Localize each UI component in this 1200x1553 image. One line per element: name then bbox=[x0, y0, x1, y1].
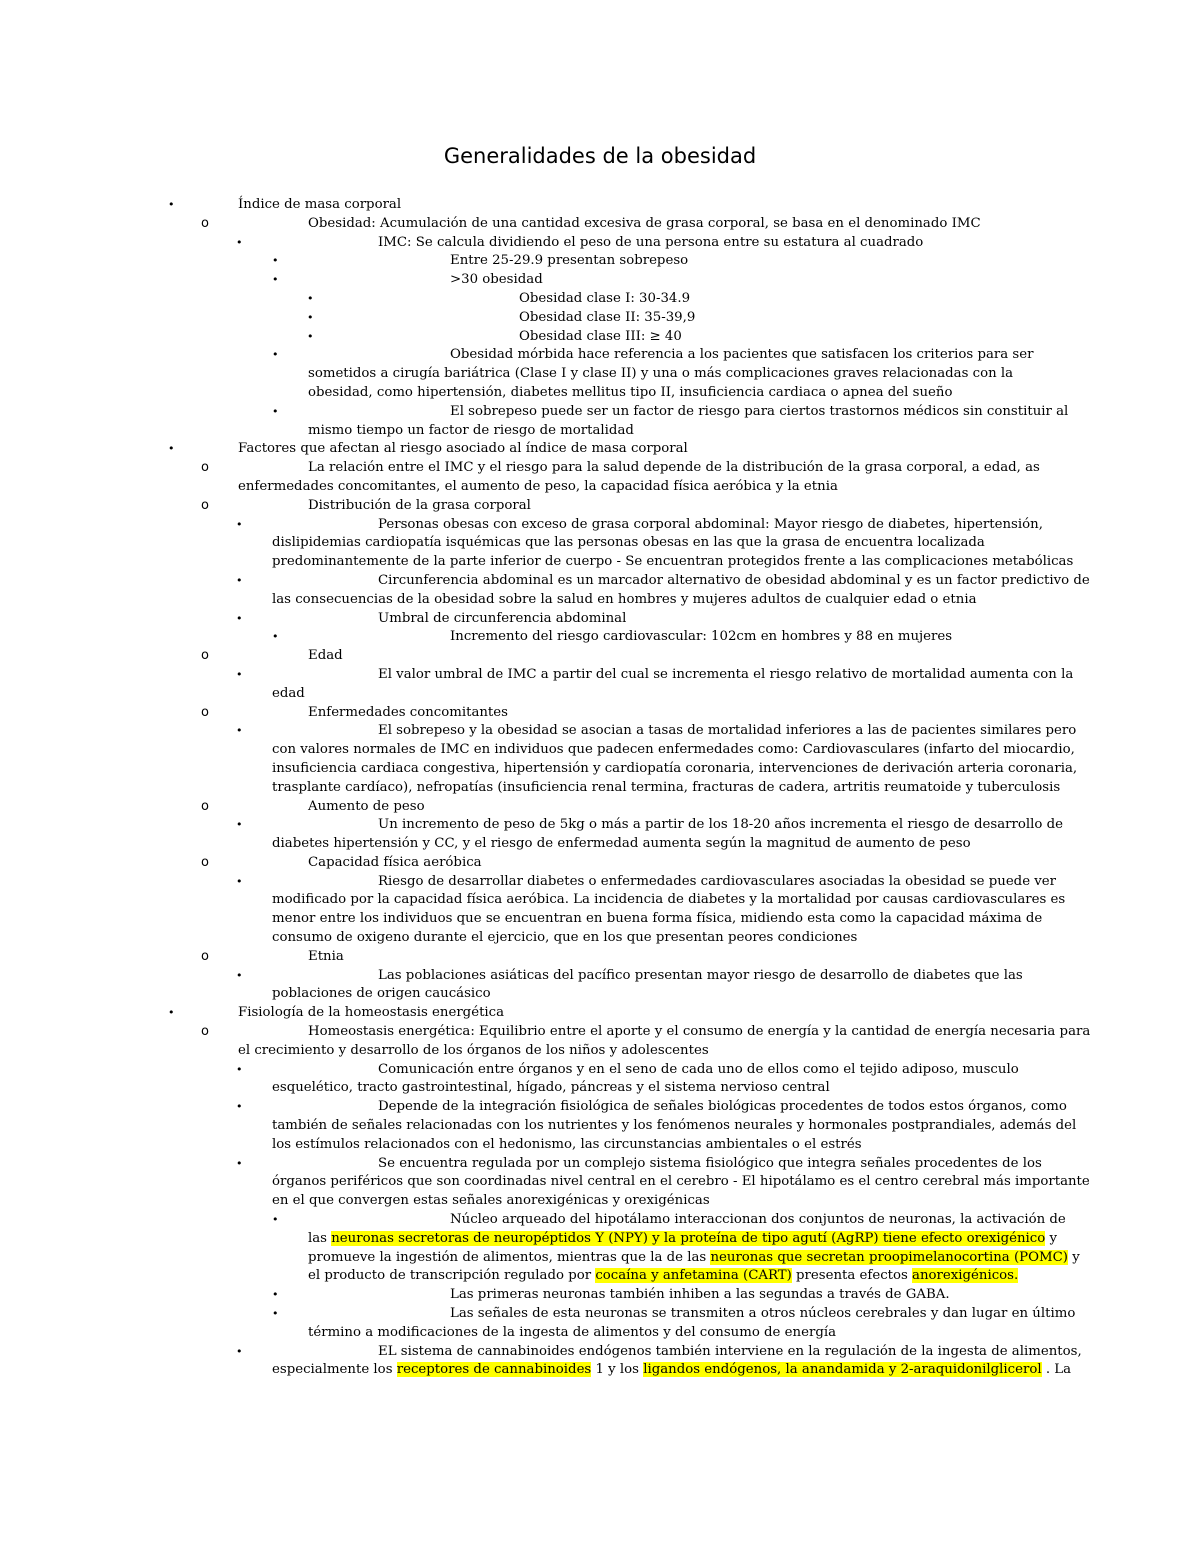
text-line: La relación entre el IMC y el riesgo para la salud depende de la distribución de la grasa corporal, a edad, as bbox=[308, 460, 1040, 476]
list-item-text bbox=[0, 704, 1200, 723]
circle-bullet-icon: o bbox=[201, 1024, 209, 1040]
bullet-icon: • bbox=[272, 1213, 279, 1227]
list-item-text bbox=[0, 647, 1200, 666]
list-item bbox=[0, 1211, 1200, 1286]
bullet-icon: • bbox=[236, 874, 243, 888]
text-line: Las primeras neuronas también inhiben a las segundas a través de GABA. bbox=[450, 1287, 950, 1303]
list-item bbox=[0, 666, 1200, 704]
list-item bbox=[0, 459, 1200, 497]
list-item-text bbox=[0, 948, 1200, 967]
circle-bullet-icon: o bbox=[201, 854, 209, 870]
list-item bbox=[0, 440, 1200, 459]
bullet-icon: • bbox=[272, 630, 279, 644]
circle-bullet-icon: o bbox=[201, 648, 209, 664]
bullet-icon: • bbox=[236, 968, 243, 982]
list-item-text bbox=[0, 290, 1200, 309]
text-line: Riesgo de desarrollar diabetes o enfermedades cardiovasculares asociadas la obesidad se puede ver bbox=[378, 873, 1057, 889]
text-line: Obesidad: Acumulación de una cantidad excesiva de grasa corporal, se basa en el denominado IMC bbox=[308, 215, 981, 231]
text-line: Depende de la integración fisiológica de señales biológicas procedentes de todos estos órganos, como bbox=[378, 1099, 1067, 1115]
list-item-text bbox=[0, 1023, 1200, 1061]
text-segment: presenta efectos bbox=[791, 1268, 913, 1284]
list-item-text bbox=[0, 309, 1200, 328]
bullet-icon: • bbox=[236, 1062, 243, 1076]
bullet-icon: • bbox=[236, 1344, 243, 1358]
bullet-icon: • bbox=[236, 611, 243, 625]
text-segment: especialmente los bbox=[272, 1362, 397, 1378]
list-item-text bbox=[0, 1155, 1200, 1211]
text-line: Personas obesas con exceso de grasa corporal abdominal: Mayor riesgo de diabetes, hipertensión, bbox=[378, 516, 1043, 532]
text-line bbox=[308, 1249, 1200, 1268]
text-line: Un incremento de peso de 5kg o más a partir de los 18-20 años incrementa el riesgo de desarrollo de bbox=[378, 817, 1063, 833]
bullet-icon: • bbox=[168, 1006, 175, 1020]
text-segment: las bbox=[308, 1230, 332, 1246]
text-line: en el que convergen estas señales anorexigénicas y orexigénicas bbox=[272, 1193, 710, 1209]
outline-list bbox=[0, 196, 1200, 1380]
list-item-text bbox=[0, 1004, 1200, 1023]
bullet-icon: • bbox=[236, 235, 243, 249]
list-item bbox=[0, 1023, 1200, 1061]
text-line: esquelético, tracto gastrointestinal, hígado, páncreas y el sistema nervioso central bbox=[272, 1080, 830, 1096]
list-item bbox=[0, 1155, 1200, 1211]
list-item-text bbox=[0, 1286, 1200, 1305]
text-segment: promueve la ingestión de alimentos, mientras que la de las bbox=[308, 1249, 711, 1265]
text-line: Incremento del riesgo cardiovascular: 102cm en hombres y 88 en mujeres bbox=[450, 629, 953, 645]
text-line: sometidos a cirugía bariátrica (Clase I y clase II) y una o más complicaciones graves relacionadas con la bbox=[308, 366, 1014, 382]
bullet-icon: • bbox=[236, 818, 243, 832]
text-segment: . La bbox=[1041, 1362, 1072, 1378]
circle-bullet-icon: o bbox=[201, 460, 209, 476]
list-item bbox=[0, 722, 1200, 797]
highlighted-text: neuronas secretoras de neuropéptidos Y (NPY) y la proteína de tipo agutí (AgRP) tiene efecto orexigénico bbox=[331, 1230, 1046, 1246]
list-item-text bbox=[0, 572, 1200, 610]
list-item bbox=[0, 1305, 1200, 1343]
bullet-icon: • bbox=[307, 310, 314, 324]
list-item bbox=[0, 215, 1200, 234]
list-item-text bbox=[0, 196, 1200, 215]
list-item-text bbox=[0, 1061, 1200, 1099]
list-item-text bbox=[0, 628, 1200, 647]
text-line: El sobrepeso puede ser un factor de riesgo para ciertos trastornos médicos sin constituir al bbox=[450, 403, 1069, 419]
bullet-icon: • bbox=[236, 1156, 243, 1170]
list-item bbox=[0, 516, 1200, 572]
list-item bbox=[0, 798, 1200, 817]
text-line: Factores que afectan al riesgo asociado al índice de masa corporal bbox=[238, 441, 688, 457]
list-item-text bbox=[0, 328, 1200, 347]
list-item-text bbox=[0, 816, 1200, 854]
list-item bbox=[0, 967, 1200, 1005]
text-line: insuficiencia cardiaca congestiva, hipertensión y cardiopatía coronaria, intervenciones de derivación arteria coronaria, bbox=[272, 760, 1078, 776]
list-item-text bbox=[0, 854, 1200, 873]
list-item bbox=[0, 572, 1200, 610]
list-item-text bbox=[0, 497, 1200, 516]
highlighted-text: ligandos endógenos, la anandamida y 2-araquidonilglicerol bbox=[643, 1362, 1042, 1378]
text-line: menor entre los individuos que se encuentran en buena forma física, midiendo esta como la capacidad máxima de bbox=[272, 911, 1043, 927]
list-item bbox=[0, 196, 1200, 215]
text-line bbox=[272, 1361, 1200, 1380]
list-item bbox=[0, 1061, 1200, 1099]
text-line: Circunferencia abdominal es un marcador alternativo de obesidad abdominal y es un factor predictivo de bbox=[378, 572, 1090, 588]
text-line: Fisiología de la homeostasis energética bbox=[238, 1005, 505, 1021]
list-item bbox=[0, 948, 1200, 967]
text-line: Umbral de circunferencia abdominal bbox=[378, 610, 627, 626]
text-line bbox=[308, 1230, 1200, 1249]
list-item-text bbox=[0, 346, 1200, 402]
bullet-icon: • bbox=[272, 1288, 279, 1302]
list-item-text bbox=[0, 666, 1200, 704]
list-item bbox=[0, 1286, 1200, 1305]
text-line: Obesidad mórbida hace referencia a los pacientes que satisfacen los criterios para ser bbox=[450, 347, 1034, 363]
list-item bbox=[0, 873, 1200, 948]
text-line: IMC: Se calcula dividiendo el peso de una persona entre su estatura al cuadrado bbox=[378, 234, 924, 250]
text-segment: y bbox=[1045, 1230, 1058, 1246]
text-segment: Núcleo arqueado del hipotálamo interaccionan dos conjuntos de neuronas, la activación de bbox=[450, 1212, 1066, 1228]
text-line: >30 obesidad bbox=[450, 272, 543, 288]
list-item-text bbox=[0, 798, 1200, 817]
list-item bbox=[0, 309, 1200, 328]
text-segment: EL sistema de cannabinoides endógenos también interviene en la regulación de la ingesta de alimentos, bbox=[378, 1343, 1082, 1359]
text-line: edad bbox=[272, 685, 305, 701]
text-line: Capacidad física aeróbica bbox=[308, 854, 482, 870]
text-line: Obesidad clase I: 30-34.9 bbox=[519, 290, 691, 306]
highlighted-text: neuronas que secretan proopimelanocortina (POMC) bbox=[710, 1249, 1068, 1265]
list-item bbox=[0, 1343, 1200, 1381]
bullet-icon: • bbox=[236, 1100, 243, 1114]
text-line bbox=[308, 1267, 1200, 1286]
text-line: Enfermedades concomitantes bbox=[308, 704, 508, 720]
list-item bbox=[0, 1004, 1200, 1023]
text-line: modificado por la capacidad física aeróbica. La incidencia de diabetes y la mortalidad por causas cardiovasculares es bbox=[272, 892, 1066, 908]
bullet-icon: • bbox=[168, 442, 175, 456]
list-item bbox=[0, 346, 1200, 402]
list-item bbox=[0, 497, 1200, 516]
list-item-text bbox=[0, 722, 1200, 797]
text-line: Distribución de la grasa corporal bbox=[308, 497, 531, 513]
list-item bbox=[0, 252, 1200, 271]
list-item-text bbox=[0, 1305, 1200, 1343]
list-item bbox=[0, 610, 1200, 629]
bullet-icon: • bbox=[168, 198, 175, 211]
highlighted-text: receptores de cannabinoides bbox=[396, 1362, 592, 1378]
text-line: Las poblaciones asiáticas del pacífico presentan mayor riesgo de desarrollo de diabetes que las bbox=[378, 967, 1023, 983]
text-line bbox=[378, 1343, 1200, 1362]
circle-bullet-icon: o bbox=[201, 704, 209, 720]
text-segment: el producto de transcripción regulado por bbox=[308, 1268, 596, 1284]
text-line: el crecimiento y desarrollo de los órganos de los niños y adolescentes bbox=[238, 1042, 709, 1058]
text-line: los estímulos relacionados con el hedonismo, las circunstancias ambientales o el estrés bbox=[272, 1136, 862, 1152]
text-line: diabetes hipertensión y CC, y el riesgo de enfermedad aumenta según la magnitud de aumento de peso bbox=[272, 836, 971, 852]
bullet-icon: • bbox=[272, 1307, 279, 1321]
text-line: órganos periféricos que son coordinadas nivel central en el cerebro - El hipotálamo es el centro cerebral más importante bbox=[272, 1174, 1090, 1190]
list-item-text bbox=[0, 403, 1200, 441]
circle-bullet-icon: o bbox=[201, 215, 209, 231]
bullet-icon: • bbox=[272, 348, 279, 362]
text-line: las consecuencias de la obesidad sobre la salud en hombres y mujeres adultos de cualquier edad o etnia bbox=[272, 591, 977, 607]
bullet-icon: • bbox=[272, 273, 279, 287]
list-item-text bbox=[0, 215, 1200, 234]
bullet-icon: • bbox=[272, 254, 279, 268]
highlighted-text: anorexigénicos. bbox=[912, 1268, 1019, 1284]
bullet-icon: • bbox=[307, 291, 314, 305]
text-line: Obesidad clase III: ≥ 40 bbox=[519, 328, 682, 344]
list-item-text bbox=[0, 252, 1200, 271]
text-line: Se encuentra regulada por un complejo sistema fisiológico que integra señales procedentes de los bbox=[378, 1155, 1042, 1171]
list-item bbox=[0, 290, 1200, 309]
list-item-text bbox=[0, 516, 1200, 572]
list-item-text bbox=[0, 967, 1200, 1005]
text-line: predominantemente de la parte inferior de cuerpo - Se encuentran protegidos frente a las complicaciones metabólicas bbox=[272, 554, 1074, 570]
list-item bbox=[0, 816, 1200, 854]
bullet-icon: • bbox=[272, 404, 279, 418]
list-item bbox=[0, 647, 1200, 666]
list-item-text bbox=[0, 234, 1200, 253]
list-item bbox=[0, 328, 1200, 347]
text-line: Homeostasis energética: Equilibrio entre el aporte y el consumo de energía y la cantidad de energía necesaria para bbox=[308, 1024, 1091, 1040]
text-segment: 1 y los bbox=[591, 1362, 644, 1378]
circle-bullet-icon: o bbox=[201, 497, 209, 513]
list-item-text bbox=[0, 873, 1200, 948]
text-line: Edad bbox=[308, 648, 343, 664]
text-line: enfermedades concomitantes, el aumento de peso, la capacidad física aeróbica y la etnia bbox=[238, 478, 838, 494]
text-segment: y bbox=[1067, 1249, 1080, 1265]
list-item-text bbox=[0, 440, 1200, 459]
text-line: término a modificaciones de la ingesta de alimentos y del consumo de energía bbox=[308, 1324, 837, 1340]
circle-bullet-icon: o bbox=[201, 798, 209, 814]
list-item bbox=[0, 704, 1200, 723]
list-item-text bbox=[0, 1098, 1200, 1154]
text-line: mismo tiempo un factor de riesgo de mortalidad bbox=[308, 422, 634, 438]
text-line: también de señales relacionadas con los nutrientes y los fenómenos neurales y hormonales postprandiales, además del bbox=[272, 1118, 1077, 1134]
text-line: consumo de oxigeno durante el ejercicio, que en los que presentan peores condiciones bbox=[272, 930, 858, 946]
text-line: Etnia bbox=[308, 948, 344, 964]
text-line: Índice de masa corporal bbox=[238, 197, 402, 212]
text-line: poblaciones de origen caucásico bbox=[272, 986, 491, 1002]
text-line bbox=[450, 1211, 1200, 1230]
page-title: Generalidades de la obesidad bbox=[443, 144, 757, 168]
list-item-text bbox=[0, 271, 1200, 290]
text-line: Las señales de esta neuronas se transmiten a otros núcleos cerebrales y dan lugar en último bbox=[450, 1306, 1076, 1322]
list-item-text bbox=[0, 1211, 1200, 1286]
bullet-icon: • bbox=[236, 667, 243, 681]
text-line: con valores normales de IMC en individuos que padecen enfermedades como: Cardiovasculares (infarto del miocardio, bbox=[272, 742, 1075, 758]
text-line: obesidad, como hipertensión, diabetes mellitus tipo II, insuficiencia cardiaca o apnea del sueño bbox=[308, 384, 953, 400]
text-line: Entre 25-29.9 presentan sobrepeso bbox=[450, 253, 689, 269]
list-item-text bbox=[0, 610, 1200, 629]
list-item bbox=[0, 628, 1200, 647]
bullet-icon: • bbox=[307, 329, 314, 343]
list-item-text bbox=[0, 459, 1200, 497]
list-item bbox=[0, 234, 1200, 253]
text-line: dislipidemias cardiopatía isquémicas que las personas obesas en las que la grasa de encuentra localizada bbox=[272, 535, 985, 551]
list-item bbox=[0, 854, 1200, 873]
text-line: Comunicación entre órganos y en el seno de cada uno de ellos como el tejido adiposo, musculo bbox=[378, 1061, 1019, 1077]
list-item bbox=[0, 403, 1200, 441]
list-item bbox=[0, 271, 1200, 290]
bullet-icon: • bbox=[236, 724, 243, 738]
circle-bullet-icon: o bbox=[201, 948, 209, 964]
list-item bbox=[0, 1098, 1200, 1154]
text-line: Obesidad clase II: 35-39,9 bbox=[519, 309, 696, 325]
bullet-icon: • bbox=[236, 517, 243, 531]
bullet-icon: • bbox=[236, 573, 243, 587]
text-line: trasplante cardíaco), nefropatías (insuficiencia renal termina, fracturas de cadera, artritis reumatoide y tuberculosis bbox=[272, 779, 1061, 795]
text-line: El valor umbral de IMC a partir del cual se incrementa el riesgo relativo de mortalidad aumenta con la bbox=[378, 666, 1074, 682]
highlighted-text: cocaína y anfetamina (CART) bbox=[595, 1268, 792, 1284]
text-line: El sobrepeso y la obesidad se asocian a tasas de mortalidad inferiores a las de pacientes similares pero bbox=[378, 723, 1077, 739]
text-line: Aumento de peso bbox=[308, 798, 425, 814]
list-item-text bbox=[0, 1343, 1200, 1381]
